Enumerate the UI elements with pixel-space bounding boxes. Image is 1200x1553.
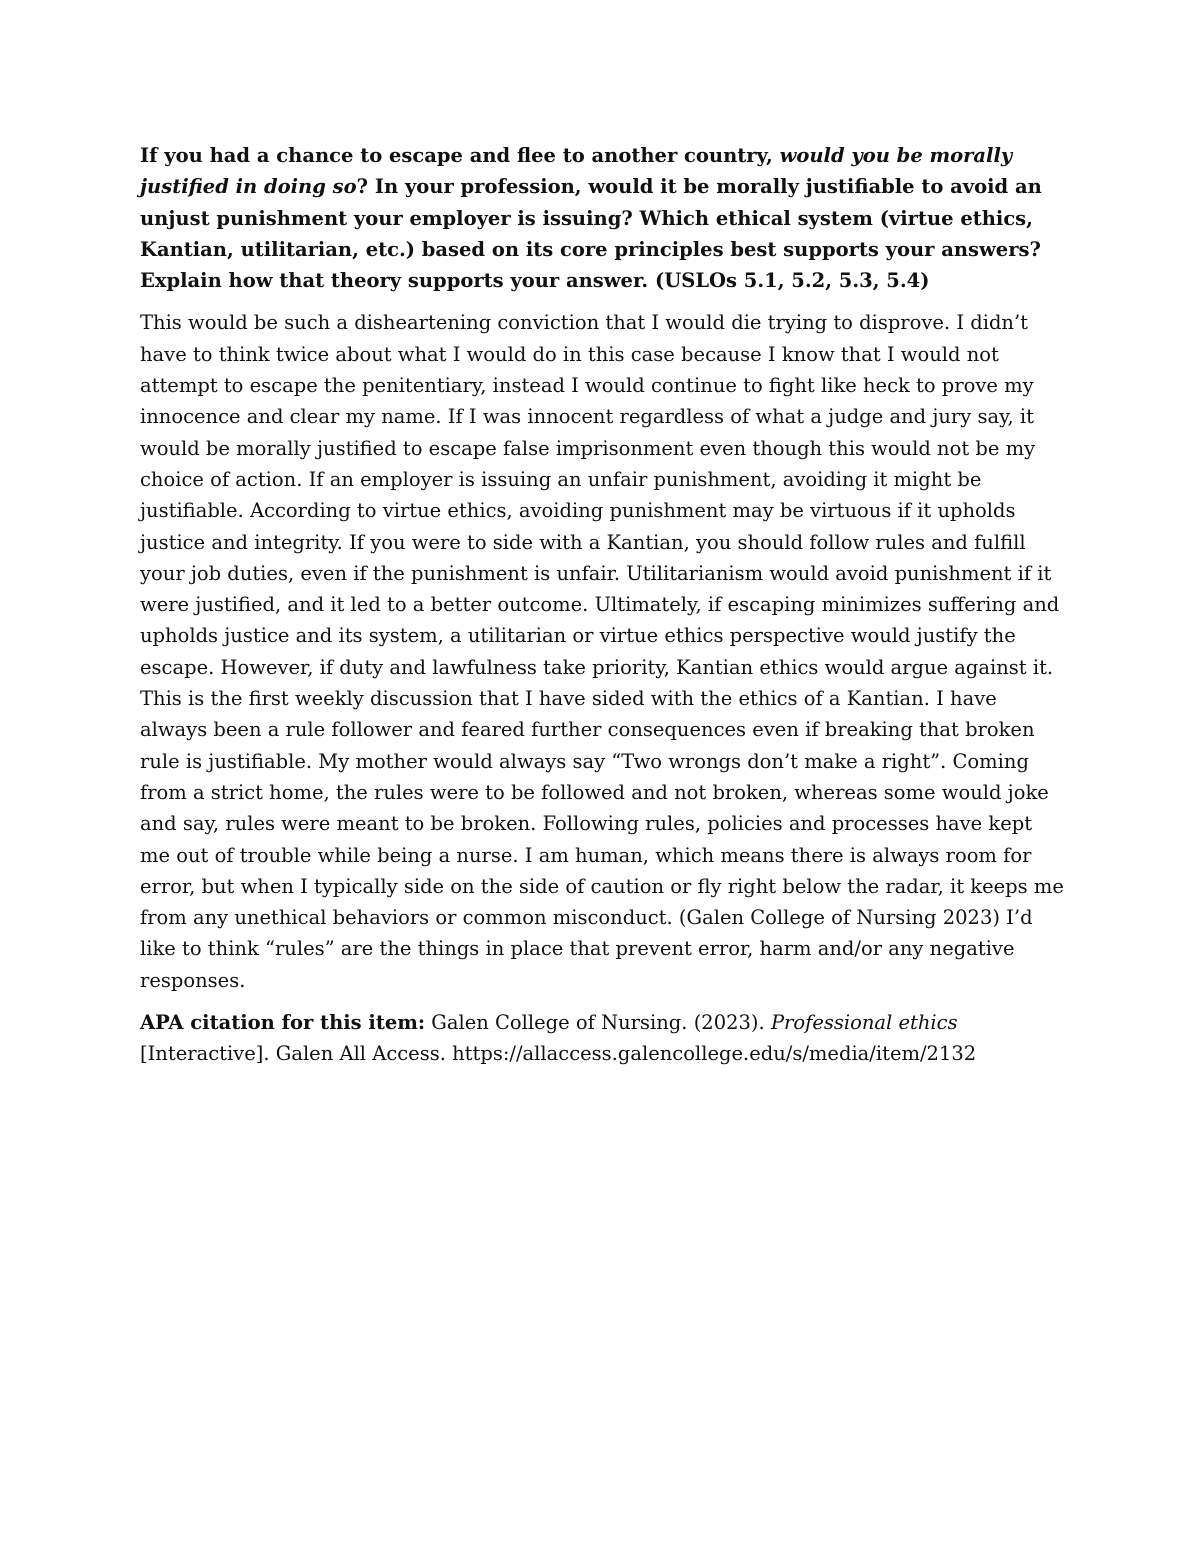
prompt-text-end: ? In your profession, would it be morally justifiable to avoid an unjust punishment your employer is issuing? Which ethical system (virtue ethics, Kantian, utilitarian, etc.) based on its core principles best supports your answers? Explain how that theory supports your answer. (USLOs 5.1, 5.2, 5.3, 5.4): [140, 175, 1042, 293]
citation-label: APA citation for this item:: [140, 1011, 426, 1035]
citation-text-start: Galen College of Nursing. (2023).: [425, 1011, 771, 1035]
response-paragraph: This would be such a disheartening conviction that I would die trying to disprove. I didn’t have to think twice about what I would do in this case because I know that I would not attempt to escape the penitentiary, instead I would continue to fight like heck to prove my innocence and clear my name. If I was innocent regardless of what a judge and jury say, it would be morally justified to escape false imprisonment even though this would not be my choice of action. If an employer is issuing an unfair punishment, avoiding it might be justifiable. According to virtue ethics, avoiding punishment may be virtuous if it upholds justice and integrity. If you were to side with a Kantian, you should follow rules and fulfill your job duties, even if the punishment is unfair. Utilitarianism would avoid punishment if it were justified, and it led to a better outcome. Ultimately, if escaping minimizes suffering and upholds justice and its system, a utilitarian or virtue ethics perspective would justify the escape. However, if duty and lawfulness take priority, Kantian ethics would argue against it. This is the first weekly discussion that I have sided with the ethics of a Kantian. I have always been a rule follower and feared further consequences even if breaking that broken rule is justifiable. My mother would always say “Two wrongs don’t make a right”. Coming from a strict home, the rules were to be followed and not broken, whereas some would joke and say, rules were meant to be broken. Following rules, policies and processes have kept me out of trouble while being a nurse. I am human, which means there is always room for error, but when I typically side on the side of caution or fly right below the radar, it keeps me from any unethical behaviors or common misconduct. (Galen College of Nursing 2023) I’d like to think “rules” are the things in place that prevent error, harm and/or any negative responses.: [140, 311, 1064, 992]
citation-title: Professional ethics: [770, 1011, 958, 1035]
apa-citation: [140, 1007, 1065, 1070]
prompt-text-start: If you had a chance to escape and flee to another country,: [140, 144, 780, 167]
document-page: [140, 140, 1065, 1070]
discussion-prompt: [140, 140, 1065, 296]
citation-text-end: [Interactive]. Galen All Access. https://allaccess.galencollege.edu/s/media/item/2132: [140, 1042, 977, 1066]
prompt-emphasis: would you be morally justified in doing so: [140, 144, 1013, 199]
